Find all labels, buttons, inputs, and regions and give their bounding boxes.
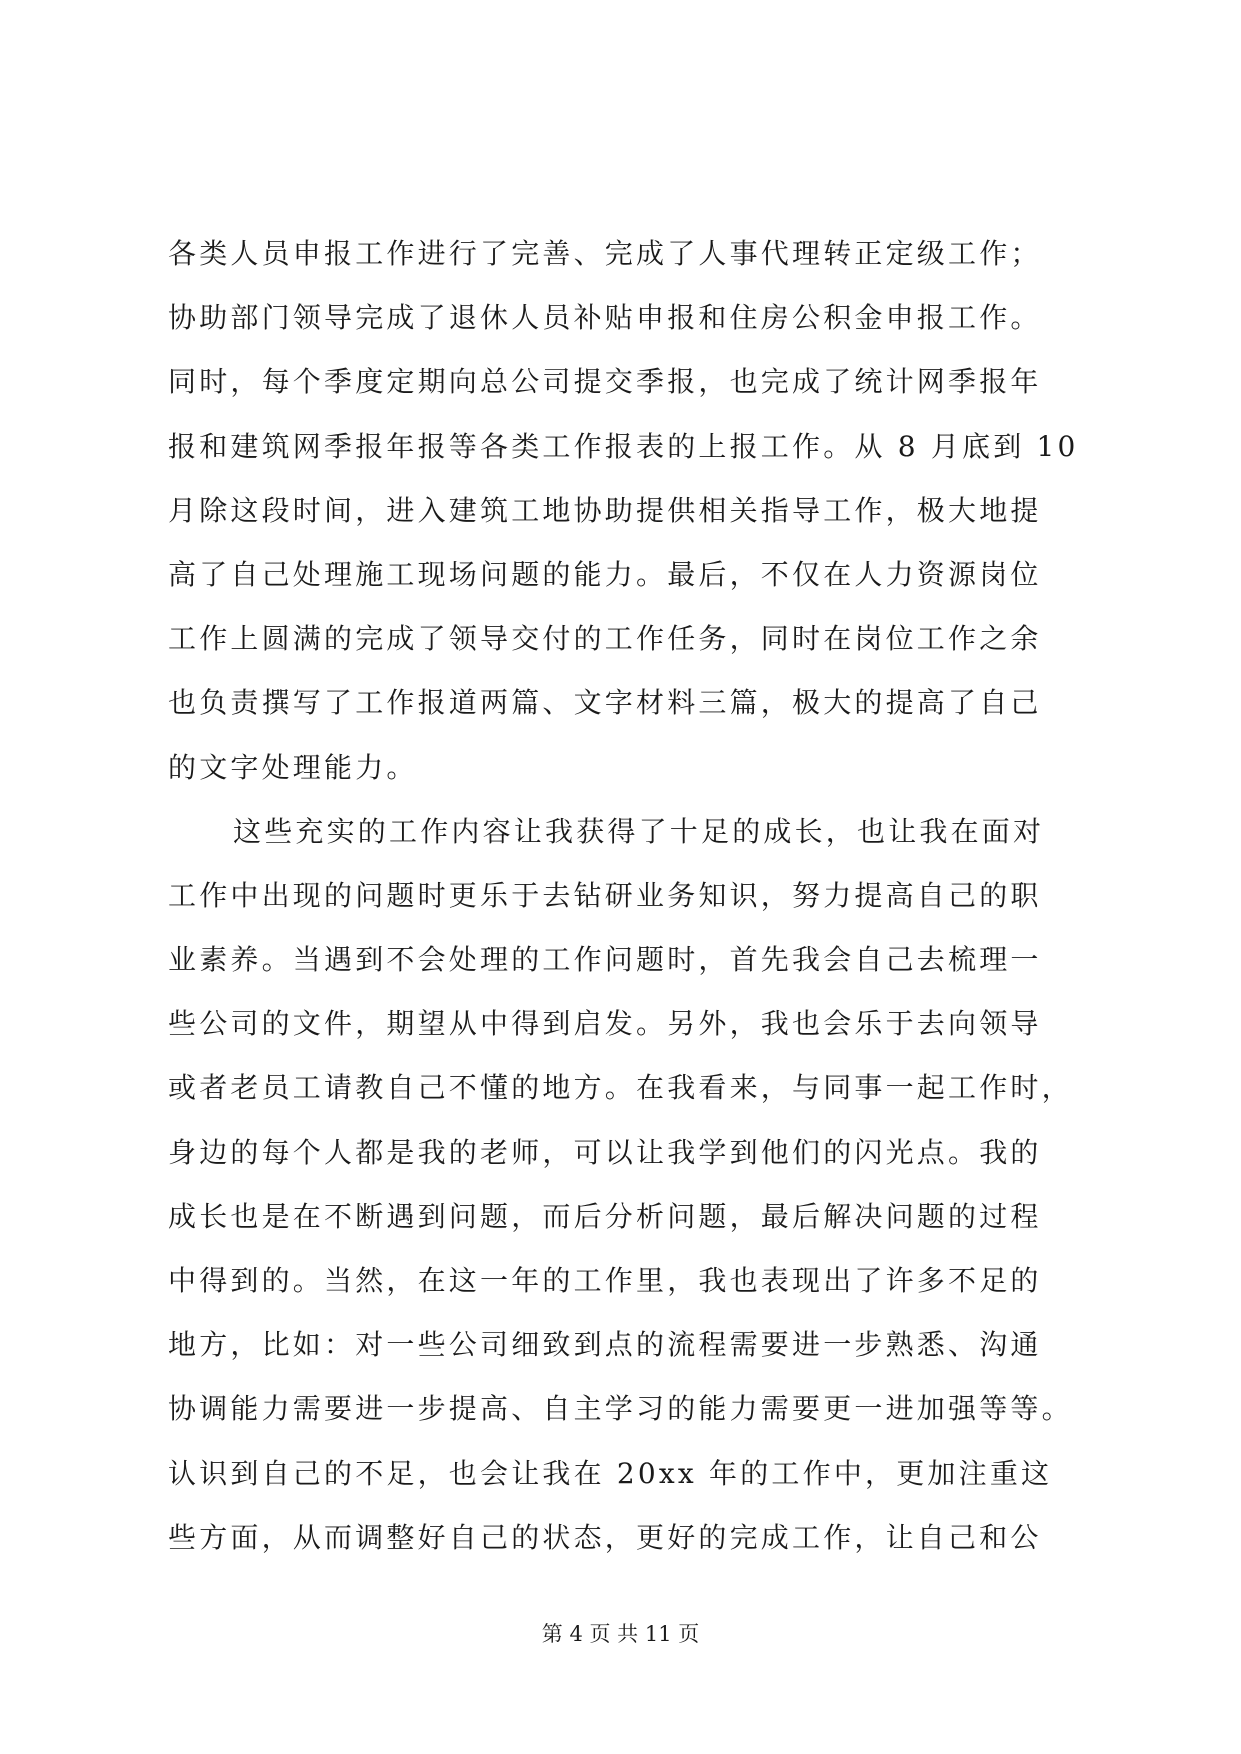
text-line: 协调能力需要进一步提高、自主学习的能力需要更一进加强等等。 bbox=[168, 1392, 1073, 1426]
text-line: 些方面，从而调整好自己的状态，更好的完成工作，让自己和公 bbox=[168, 1520, 1042, 1554]
text-line: 也负责撰写了工作报道两篇、文字材料三篇，极大的提高了自己 bbox=[168, 686, 1042, 720]
text-line: 成长也是在不断遇到问题，而后分析问题，最后解决问题的过程 bbox=[168, 1199, 1042, 1233]
text-line: 工作上圆满的完成了领导交付的工作任务，同时在岗位工作之余 bbox=[168, 622, 1042, 656]
text-line: 地方，比如：对一些公司细致到点的流程需要进一步熟悉、沟通 bbox=[168, 1328, 1042, 1362]
text-line: 报和建筑网季报年报等各类工作报表的上报工作。从 8 月底到 10 bbox=[168, 429, 1079, 463]
text-line: 业素养。当遇到不会处理的工作问题时，首先我会自己去梳理一 bbox=[168, 943, 1042, 977]
text-line: 高了自己处理施工现场问题的能力。最后，不仅在人力资源岗位 bbox=[168, 557, 1042, 591]
text-line: 协助部门领导完成了退休人员补贴申报和住房公积金申报工作。 bbox=[168, 301, 1042, 335]
text-line: 身边的每个人都是我的老师，可以让我学到他们的闪光点。我的 bbox=[168, 1135, 1042, 1169]
body-text bbox=[168, 222, 1088, 1570]
page-number-footer: 第 4 页 共 11 页 bbox=[541, 1622, 700, 1646]
text-line: 各类人员申报工作进行了完善、完成了人事代理转正定级工作； bbox=[168, 237, 1042, 270]
text-line: 月除这段时间，进入建筑工地协助提供相关指导工作，极大地提 bbox=[168, 493, 1042, 527]
text-line: 工作中出现的问题时更乐于去钻研业务知识，努力提高自己的职 bbox=[168, 878, 1042, 912]
paragraph-start-line: 这些充实的工作内容让我获得了十足的成长，也让我在面对 bbox=[233, 814, 1045, 848]
text-line: 同时，每个季度定期向总公司提交季报，也完成了统计网季报年 bbox=[168, 365, 1042, 399]
text-line: 认识到自己的不足，也会让我在 20xx 年的工作中，更加注重这 bbox=[168, 1456, 1053, 1490]
text-line: 些公司的文件，期望从中得到启发。另外，我也会乐于去向领导 bbox=[168, 1007, 1042, 1041]
text-line: 的文字处理能力。 bbox=[168, 750, 418, 784]
text-line: 中得到的。当然，在这一年的工作里，我也表现出了许多不足的 bbox=[168, 1264, 1042, 1297]
text-line: 或者老员工请教自己不懂的地方。在我看来，与同事一起工作时， bbox=[168, 1071, 1073, 1105]
